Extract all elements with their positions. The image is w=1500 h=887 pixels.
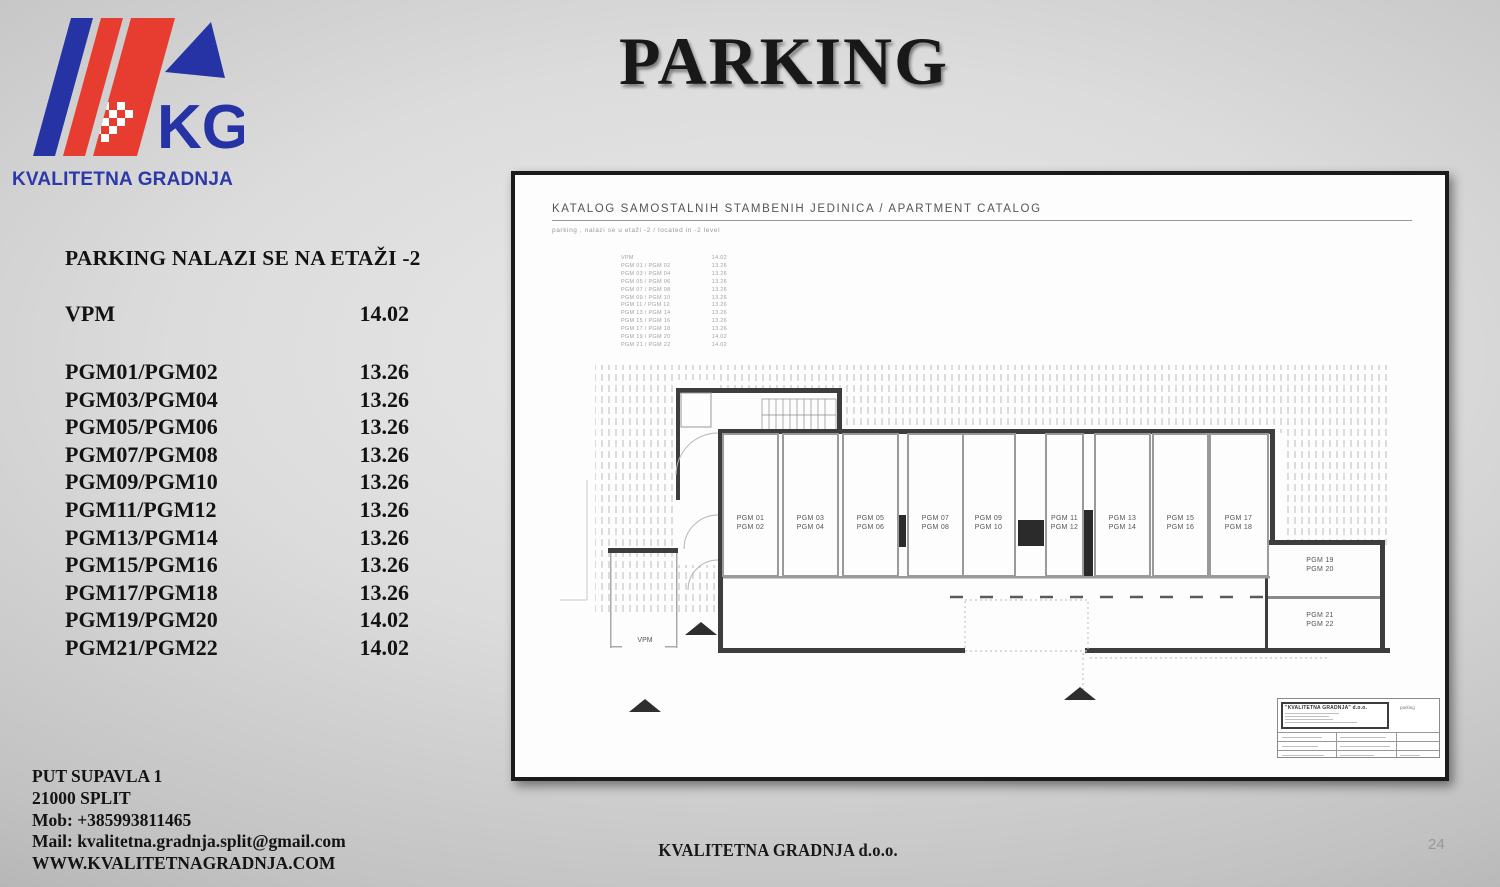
- title-block-detail-bar: [1340, 737, 1386, 739]
- floorplan-drawing: [515, 175, 1445, 777]
- contact-mobile: Mob: +385993811465: [32, 809, 192, 830]
- logo-monogram: KG: [157, 93, 244, 162]
- footer-company: [56, 840, 1500, 861]
- ramp-opening: [965, 600, 1330, 690]
- cell: 13.26: [711, 278, 727, 285]
- title-block-detail-bar: [1285, 719, 1333, 721]
- contact-address-line1: PUT SUPAVLA 1: [32, 766, 163, 786]
- title-block-detail-bar: [1285, 716, 1329, 718]
- stall-label: [1280, 557, 1360, 574]
- cell: 13.26: [711, 286, 727, 293]
- stall-line: PGM 13: [1108, 515, 1137, 522]
- title-block-detail-bar: [1285, 713, 1339, 715]
- cell: 13.26: [711, 302, 727, 309]
- title-block-rule: [1278, 741, 1439, 742]
- stall-line: PGM 04: [796, 523, 825, 531]
- stall-line: PGM 03: [796, 515, 825, 522]
- list-item: [65, 441, 409, 469]
- cell: PGM 19 / PGM 20: [621, 334, 671, 341]
- stall-line: PGM 02: [736, 523, 765, 531]
- title-block-detail-bar: [1282, 746, 1318, 748]
- list-item: [65, 606, 409, 634]
- vpm-row: [65, 301, 409, 327]
- footer-company-text: KVALITETNA GRADNJA d.o.o.: [658, 840, 898, 860]
- title-block-rule: [1396, 732, 1397, 757]
- service-room: [681, 393, 711, 427]
- list-item: [65, 413, 409, 441]
- stall-line: PGM 05: [856, 515, 885, 522]
- stall-line: PGM 10: [974, 523, 1003, 531]
- boundary-lines: [560, 480, 587, 600]
- list-item: [65, 468, 409, 496]
- list-item: [65, 524, 409, 552]
- logo-company-name: KVALITETNA GRADNJA: [12, 169, 234, 190]
- pgm-value: 13.26: [359, 441, 409, 467]
- cell: 13.26: [711, 270, 727, 277]
- stall-label: [908, 515, 963, 532]
- title-block-rule: [1278, 732, 1439, 733]
- stall-front-line: [723, 576, 1270, 579]
- pgm-label: PGM15/PGM16: [65, 552, 218, 578]
- list-item: [65, 551, 409, 579]
- pgm-label: PGM21/PGM22: [65, 634, 218, 660]
- side-stall-divider: [1268, 596, 1380, 599]
- pgm-label: PGM19/PGM20: [65, 607, 218, 633]
- stall-line: PGM 22: [1306, 620, 1334, 628]
- pgm-value: 13.26: [359, 552, 409, 578]
- cell: 13.26: [711, 294, 727, 301]
- stall-line: PGM 09: [974, 515, 1003, 522]
- page-number: 24: [1428, 836, 1445, 853]
- pgm-label: PGM17/PGM18: [65, 579, 218, 605]
- cell: 14.02: [711, 341, 727, 348]
- list-item: [65, 496, 409, 524]
- stall-label: [723, 515, 778, 532]
- title-block-company-box: [1281, 702, 1389, 729]
- title-block-detail-bar: [1285, 722, 1357, 724]
- cell: PGM 07 / PGM 08: [621, 286, 671, 293]
- cell: PGM 17 / PGM 18: [621, 326, 671, 333]
- cell: PGM 21 / PGM 22: [621, 341, 671, 348]
- pgm-label: PGM01/PGM02: [65, 359, 218, 384]
- title-block-detail-bar: [1282, 737, 1322, 739]
- stall-label: [1280, 612, 1360, 629]
- list-item: [65, 386, 409, 414]
- pgm-value: 13.26: [359, 579, 409, 605]
- pgm-value: 14.02: [359, 634, 409, 660]
- stall-line: PGM 20: [1306, 565, 1334, 573]
- pgm-label: PGM11/PGM12: [65, 496, 217, 522]
- title-block: [1277, 698, 1440, 758]
- stall-line: PGM 21: [1306, 612, 1334, 619]
- pgm-value: 13.26: [359, 496, 409, 522]
- vpm-value: 14.02: [359, 301, 409, 326]
- pgm-value: 13.26: [359, 386, 409, 412]
- cell: PGM 11 / PGM 12: [621, 302, 671, 309]
- stall-label: [783, 515, 838, 532]
- cell: PGM 13 / PGM 14: [621, 310, 671, 317]
- stall-label: [1211, 515, 1266, 532]
- cell: 14.02: [711, 255, 727, 261]
- cell: PGM 05 / PGM 06: [621, 278, 671, 285]
- stall-label: [1037, 515, 1092, 532]
- stall-line: PGM 06: [856, 523, 885, 531]
- parking-list: [65, 246, 421, 662]
- cell: 13.26: [711, 326, 727, 333]
- stall-line: PGM 14: [1108, 523, 1137, 531]
- stall-label: [1095, 515, 1150, 532]
- vpm-label: VPM: [65, 301, 116, 326]
- pgm-value: 13.26: [359, 359, 409, 384]
- contact-website: WWW.KVALITETNAGRADNJA.COM: [32, 853, 336, 874]
- list-item: [65, 579, 409, 607]
- pgm-value: 13.26: [359, 469, 409, 495]
- cell: 13.26: [711, 318, 727, 325]
- title-block-company: "KVALITETNA GRADNJA" d.o.o.: [1285, 705, 1368, 711]
- stall-line: PGM 15: [1166, 515, 1195, 522]
- contact-mail: Mail: kvalitetna.gradnja.split@gmail.com: [32, 831, 346, 852]
- contact-address-line2: 21000 SPLIT: [32, 787, 131, 808]
- title-block-detail-bar: [1340, 755, 1374, 757]
- catalog-title: KATALOG SAMOSTALNIH STAMBENIH JEDINICA / APARTMENT CATALOG: [552, 203, 1412, 221]
- parking-list-heading: PARKING NALAZI SE NA ETAŽI -2: [65, 246, 421, 270]
- title-block-rule: [1336, 732, 1337, 757]
- cell: VPM: [621, 255, 634, 261]
- stall-label: [961, 515, 1016, 532]
- stall-line: PGM 01: [736, 515, 765, 522]
- pgm-value: 13.26: [359, 524, 409, 550]
- cell: PGM 15 / PGM 16: [621, 318, 671, 325]
- cell: PGM 09 / PGM 10: [621, 294, 671, 301]
- title-block-rule: [1278, 750, 1439, 751]
- entrance-arrows: [629, 622, 1096, 712]
- page-title: PARKING: [618, 23, 950, 99]
- pgm-label: PGM03/PGM04: [65, 386, 218, 412]
- pgm-label: PGM13/PGM14: [65, 524, 218, 550]
- stall-line: PGM 11: [1051, 515, 1078, 522]
- catalog-subtitle: parking , nalazi se u etaži -2 / located in -2 level: [552, 227, 721, 234]
- stall-line: PGM 12: [1050, 523, 1079, 531]
- stall-line: PGM 19: [1306, 557, 1334, 564]
- pgm-label: PGM09/PGM10: [65, 469, 218, 495]
- stall-line: PGM 17: [1224, 515, 1253, 522]
- title-block-detail-bar: [1400, 755, 1420, 757]
- stall-line: PGM 07: [921, 515, 950, 522]
- stall-label: [843, 515, 898, 532]
- stall-label: [1153, 515, 1208, 532]
- title-block-detail-bar: [1282, 755, 1324, 757]
- title-block-detail-bar: [1340, 746, 1390, 748]
- title-block-project: parking: [1400, 705, 1415, 710]
- cell: PGM 01 / PGM 02: [621, 262, 671, 269]
- pgm-label: PGM05/PGM06: [65, 414, 218, 440]
- cell: 13.26: [711, 310, 727, 317]
- floorplan-sheet: [511, 171, 1449, 781]
- list-item: [65, 634, 409, 662]
- stall-line: PGM 16: [1166, 523, 1195, 531]
- cell: PGM 03 / PGM 04: [621, 270, 671, 277]
- pgm-value: 13.26: [359, 414, 409, 440]
- cell: 13.26: [711, 262, 727, 269]
- pgm-rows: [65, 358, 409, 662]
- list-item: [65, 358, 409, 386]
- stall-line: PGM 08: [921, 523, 950, 531]
- stall-line: PGM 18: [1224, 523, 1253, 531]
- vpm-room-label: VPM: [637, 637, 653, 644]
- pgm-label: PGM07/PGM08: [65, 441, 218, 467]
- pgm-value: 14.02: [359, 607, 409, 633]
- parking-stalls: [723, 434, 1268, 576]
- cell: 14.02: [711, 334, 727, 341]
